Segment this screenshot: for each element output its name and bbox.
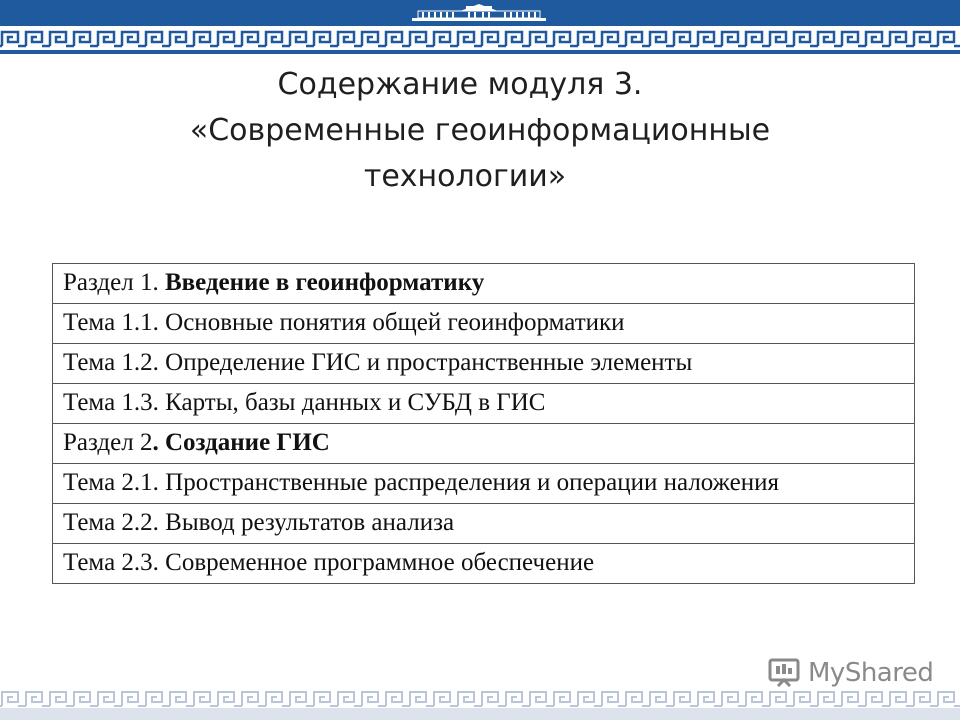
title-line-2: «Современные геоинформационные (189, 113, 771, 148)
watermark-text: MyShared (808, 658, 934, 688)
slide-title (60, 62, 900, 200)
table-row: Раздел 2. Создание ГИС (53, 424, 915, 464)
title-line-3: технологии» (363, 159, 567, 194)
table-row: Тема 2.3. Современное программное обеспечение (53, 544, 915, 584)
title-line-1: Содержание модуля 3. (277, 67, 643, 102)
building-logo-icon (398, 2, 560, 26)
table-row: Тема 1.3. Карты, базы данных и СУБД в ГИС (53, 384, 915, 424)
table-row: Тема 2.2. Вывод результатов анализа (53, 504, 915, 544)
header-band (0, 0, 960, 56)
module-contents-table (52, 263, 915, 584)
header-rule (0, 50, 960, 54)
table-row: Раздел 1. Введение в геоинформатику (53, 264, 915, 304)
table-row: Тема 1.2. Определение ГИС и пространственные элементы (53, 344, 915, 384)
myshared-watermark (768, 656, 933, 690)
meander-border-bottom (0, 688, 960, 708)
footer-band (0, 708, 960, 720)
table-row: Тема 1.1. Основные понятия общей геоинформатики (53, 304, 915, 344)
projector-icon (768, 658, 802, 688)
meander-border-top (0, 28, 960, 48)
table-row: Тема 2.1. Пространственные распределения и операции наложения (53, 464, 915, 504)
